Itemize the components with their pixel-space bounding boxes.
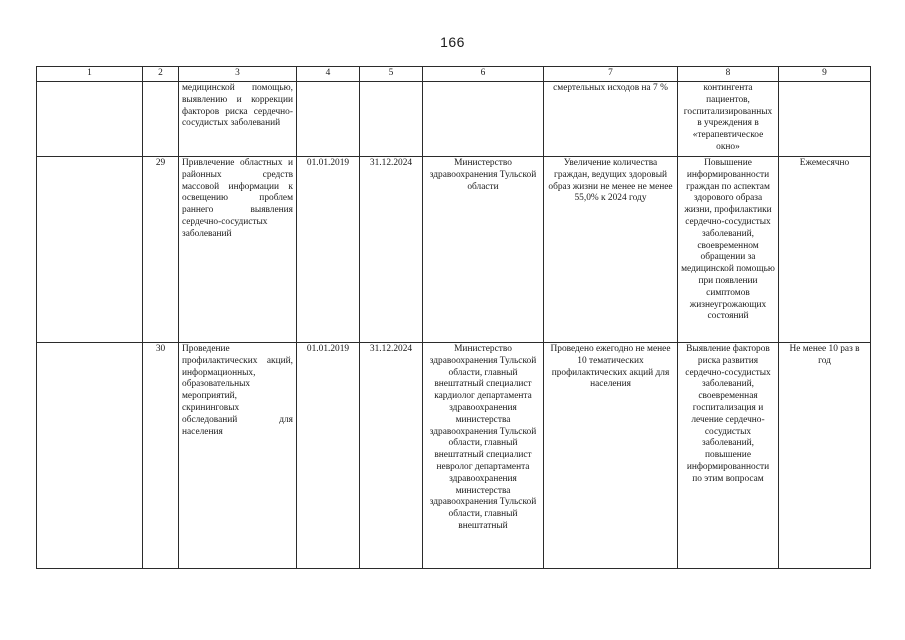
- cell-blank: [37, 343, 143, 569]
- cell-result: контингента пациентов, госпитализированных в учреждения в «терапевтическое окно»: [678, 82, 779, 157]
- cell-result: Повышение информированности граждан по аспектам здорового образа жизни, профилактики сердечно-сосудистых заболеваний, своевременном обращении за медицинской помощью при появлении симптомов жизнеугрожающих состояний: [678, 157, 779, 343]
- cell-event: Привлечение областных и районных средств массовой информации к освещению проблем раннего выявления сердечно-сосудистых заболеваний: [179, 157, 297, 343]
- cell-frequency: Не менее 10 раз в год: [779, 343, 871, 569]
- cell-start-date: 01.01.2019: [297, 157, 360, 343]
- column-number-row: [37, 67, 871, 82]
- cell-number: 30: [143, 343, 179, 569]
- cell-frequency: Ежемесячно: [779, 157, 871, 343]
- cell-blank: [37, 82, 143, 157]
- cell-number: 29: [143, 157, 179, 343]
- cell-start-date: [297, 82, 360, 157]
- cell-start-date: 01.01.2019: [297, 343, 360, 569]
- cell-result: Выявление факторов риска развития сердечно-сосудистых заболеваний, своевременная госпитализация и лечение сердечно-сосудистых заболеваний, повышение информированности по этим вопросам: [678, 343, 779, 569]
- column-header: 9: [779, 67, 871, 82]
- column-header: 3: [179, 67, 297, 82]
- table-row-29: [37, 157, 871, 343]
- table-row-continuation: [37, 82, 871, 157]
- cell-end-date: 31.12.2024: [360, 157, 423, 343]
- table-row-30: [37, 343, 871, 569]
- column-header: 4: [297, 67, 360, 82]
- cell-executor: Министерство здравоохранения Тульской области, главный внештатный специалист кардиолог департамента здравоохранения министерства здравоохранения Тульской области, главный внештатный специалист невролог департамента здравоохранения министерства здравоохранения Тульской области, главный внештатный: [423, 343, 544, 569]
- cell-event: Проведение профилактических акций, информационных, образовательных мероприятий, скрининговых обследований для населения: [179, 343, 297, 569]
- cell-frequency: [779, 82, 871, 157]
- measures-table: [36, 66, 871, 569]
- column-header: 5: [360, 67, 423, 82]
- column-header: 6: [423, 67, 544, 82]
- cell-blank: [37, 157, 143, 343]
- cell-executor: Министерство здравоохранения Тульской области: [423, 157, 544, 343]
- cell-indicator: смертельных исходов на 7 %: [544, 82, 678, 157]
- cell-end-date: [360, 82, 423, 157]
- cell-indicator: Проведено ежегодно не менее 10 тематических профилактических акций для населения: [544, 343, 678, 569]
- page-number: 166: [440, 34, 465, 50]
- column-header: 1: [37, 67, 143, 82]
- column-header: 2: [143, 67, 179, 82]
- column-header: 8: [678, 67, 779, 82]
- cell-executor: [423, 82, 544, 157]
- cell-indicator: Увеличение количества граждан, ведущих здоровый образ жизни не менее не менее 55,0% к 2024 году: [544, 157, 678, 343]
- cell-end-date: 31.12.2024: [360, 343, 423, 569]
- column-header: 7: [544, 67, 678, 82]
- cell-event: медицинской помощью, выявлению и коррекции факторов риска сердечно-сосудистых заболеваний: [179, 82, 297, 157]
- cell-number: [143, 82, 179, 157]
